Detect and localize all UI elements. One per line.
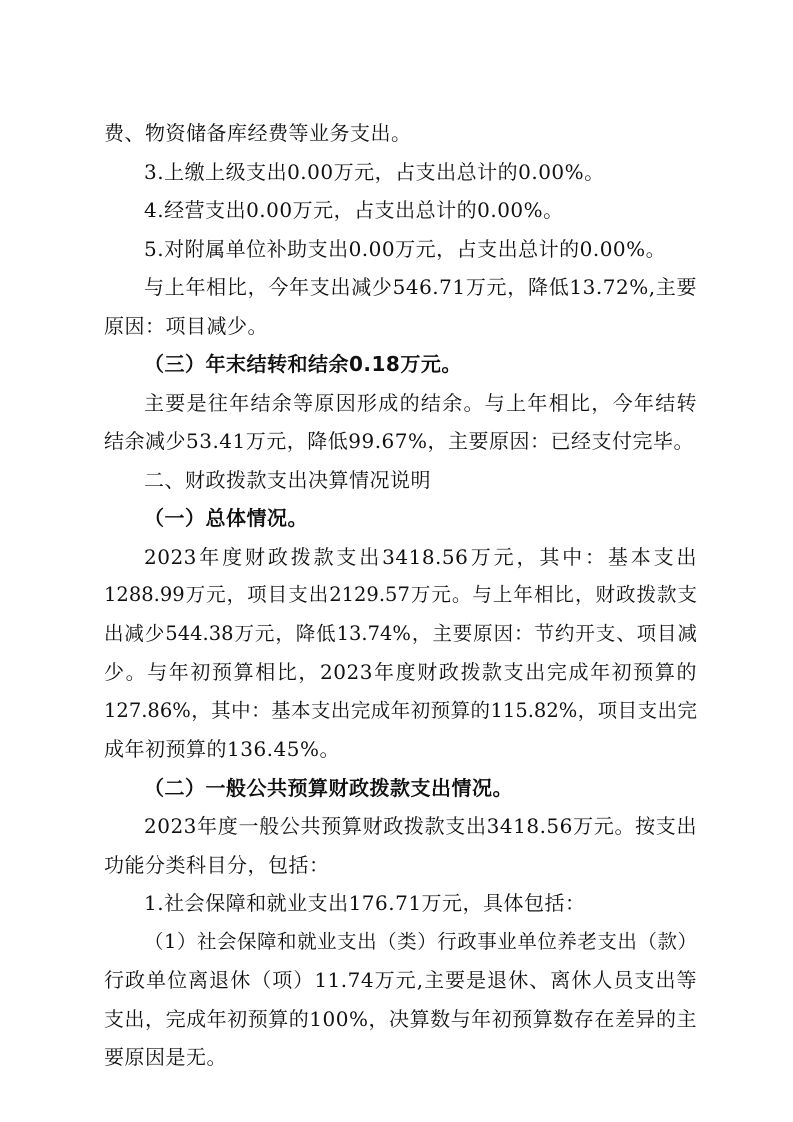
section-heading: （三）年末结转和结余0.18万元。	[144, 352, 462, 376]
section-heading: 二、财政拨款支出决算情况说明	[144, 467, 431, 492]
text-line: 原因：项目减少。	[104, 313, 268, 338]
text-line: 费、物资储备库经费等业务支出。	[104, 121, 412, 145]
text-line: 4.经营支出0.00万元，占支出总计的0.00%。	[144, 198, 564, 222]
text-line: 行政单位离退休（项）11.74万元,主要是退休、离休人员支出等	[104, 968, 697, 992]
text-line: 结余减少53.41万元，降低99.67%，主要原因：已经支付完毕。	[104, 429, 695, 453]
text-line: 5.对附属单位补助支出0.00万元，占支出总计的0.00%。	[144, 236, 667, 261]
text-line: 2023年度财政拨款支出3418.56万元，其中：基本支出	[144, 544, 697, 569]
text-line: 2023年度一般公共预算财政拨款支出3418.56万元。按支出	[144, 814, 697, 838]
text-line: 与上年相比，今年支出减少546.71万元，降低13.72%,主要	[144, 275, 697, 299]
text-line: 少。与年初预算相比，2023年度财政拨款支出完成年初预算的	[104, 660, 697, 684]
text-line: 1288.99万元，项目支出2129.57万元。与上年相比，财政拨款支	[104, 583, 697, 606]
text-line: 支出，完成年初预算的100%，决算数与年初预算数存在差异的主	[104, 1006, 697, 1031]
text-line: 成年初预算的136.45%。	[104, 737, 340, 761]
text-line: 主要是往年结余等原因形成的结余。与上年相比，今年结转	[144, 390, 697, 415]
section-heading: （一）总体情况。	[144, 506, 308, 530]
text-line: 要原因是无。	[104, 1045, 227, 1069]
text-line: 功能分类科目分，包括：	[104, 852, 330, 877]
text-line: 3.上缴上级支出0.00万元，占支出总计的0.00%。	[144, 159, 605, 184]
text-line: 127.86%，其中：基本支出完成年初预算的115.82%，项目支出完	[104, 698, 697, 722]
section-heading: （二）一般公共预算财政拨款支出情况。	[144, 775, 513, 800]
text-line: 出减少544.38万元，降低13.74%，主要原因：节约开支、项目减	[104, 621, 697, 645]
text-line: （1）社会保障和就业支出（类）行政事业单位养老支出（款）	[144, 929, 697, 953]
text-line: 1.社会保障和就业支出176.71万元，具体包括：	[144, 891, 586, 915]
